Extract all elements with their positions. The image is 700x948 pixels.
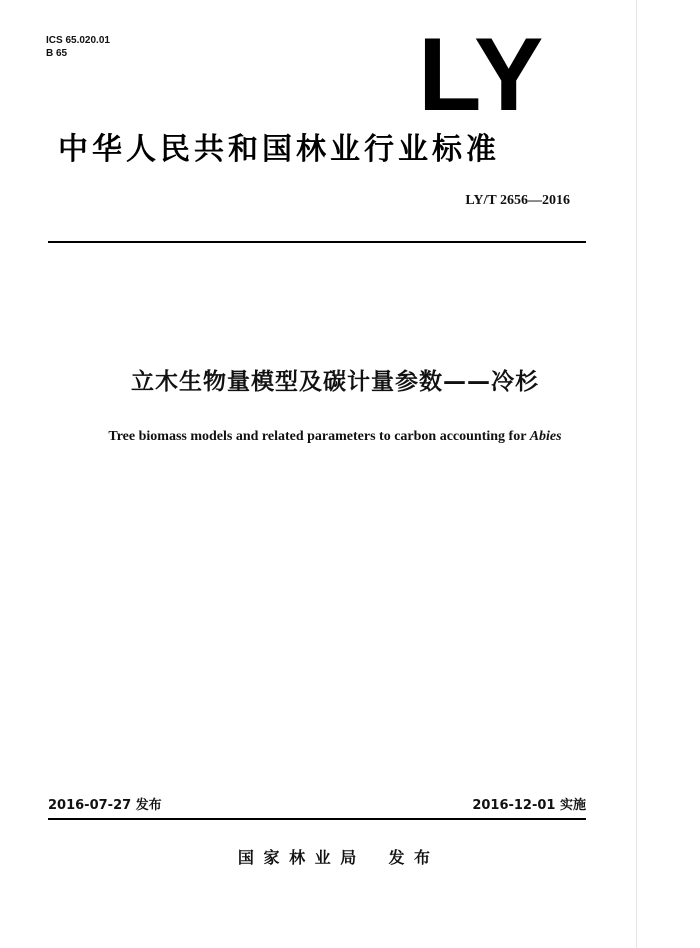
date-row (48, 796, 586, 816)
standard-code: LY/T 2656—2016 (465, 193, 570, 208)
document-title-english (30, 428, 640, 446)
page-edge-line (636, 0, 637, 948)
ly-logo: LY (418, 17, 546, 133)
english-title-main: Tree biomass models and related parameters to carbon accounting for (108, 429, 530, 444)
classification-codes (46, 34, 110, 60)
issue-date: 2016-07-27 发布 (48, 798, 162, 813)
standard-category-title: 中华人民共和国林业行业标准 (58, 132, 500, 167)
ics-code: ICS 65.020.01 (46, 35, 110, 46)
ccs-code: B 65 (46, 48, 68, 59)
english-title-genus: Abies (529, 429, 562, 444)
bottom-divider (48, 818, 586, 820)
issuing-authority: 国 家 林 业 局 发 布 (237, 848, 433, 867)
document-title-chinese: 立木生物量模型及碳计量参数——冷杉 (131, 369, 539, 395)
top-divider (48, 241, 586, 243)
implement-date: 2016-12-01 实施 (472, 798, 586, 813)
